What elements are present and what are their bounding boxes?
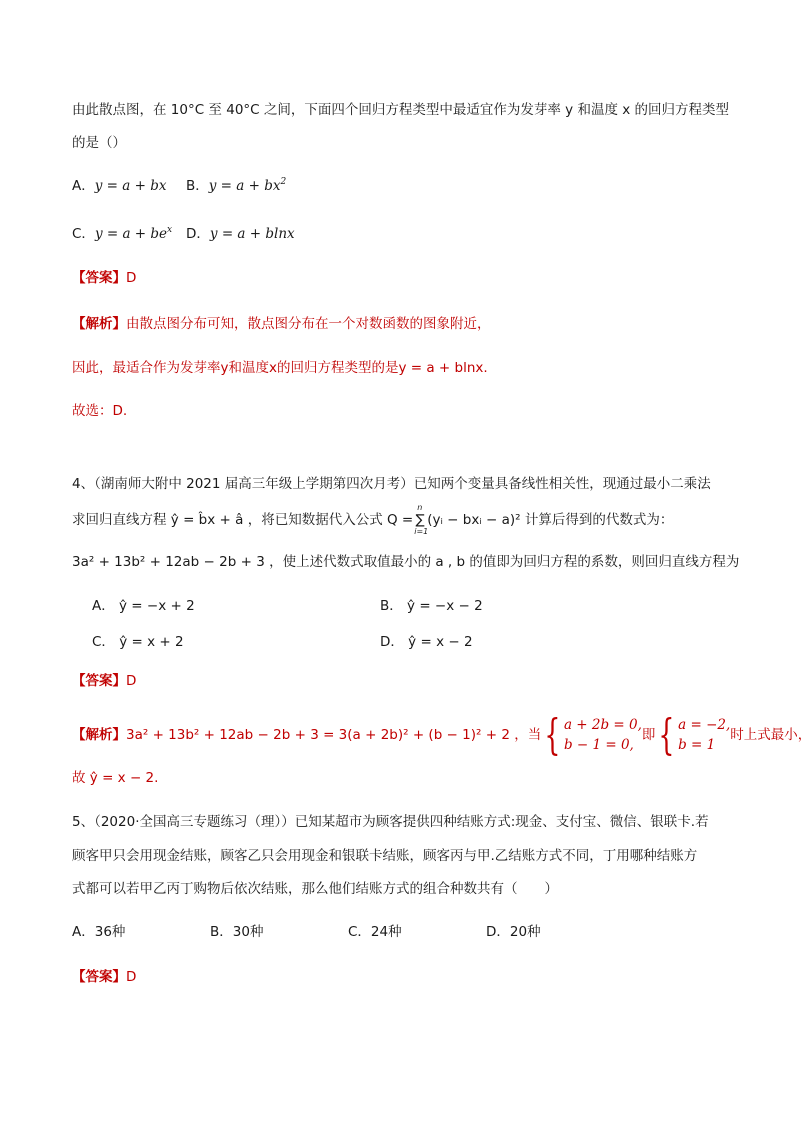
- q3-answer-label: 【答案】: [72, 270, 126, 286]
- q4-option-a[interactable]: A． ŷ = −x + 2: [92, 598, 195, 614]
- q3-analysis-line2: 因此，最适合作为发芽率y和温度x的回归方程类型的是y = a + blnx.: [72, 360, 488, 376]
- q4-system-2: [678, 715, 730, 755]
- q3-option-c-exponent: x: [167, 225, 173, 235]
- q3-answer-value: D: [126, 270, 137, 286]
- q4-stem-line1: 4、（湖南师大附中 2021 届高三年级上学期第四次月考）已知两个变量具备线性相关性，现通过最小二乘法: [72, 476, 711, 492]
- q3-answer: [72, 268, 136, 288]
- q4-analysis-label: 【解析】: [72, 727, 126, 743]
- q3-option-a-expr: y = a + bx: [94, 178, 167, 194]
- q3-option-a[interactable]: [72, 176, 166, 196]
- q4-summation: [413, 503, 429, 536]
- q4-option-c[interactable]: C． ŷ = x + 2: [92, 634, 184, 650]
- q3-analysis-line3: 故选：D.: [72, 403, 128, 419]
- q4-stem-line3: 3a² + 13b² + 12ab − 2b + 3 ，使上述代数式取值最小的 a , b 的值即为回归方程的系数，则回归直线方程为: [72, 554, 740, 570]
- q3-option-c[interactable]: [72, 224, 172, 244]
- q4-system-2-row1: a = −2,: [678, 717, 731, 733]
- q5-option-b[interactable]: B．30种: [210, 924, 264, 940]
- q4-system-1-row2: b − 1 = 0,: [563, 737, 634, 753]
- sum-lower-limit: i=1: [414, 527, 429, 536]
- q5-answer: [72, 967, 136, 987]
- sum-symbol: ∑: [415, 512, 425, 528]
- q3-option-d-letter: D．: [186, 226, 210, 242]
- q4-option-d[interactable]: D． ŷ = x − 2: [380, 634, 473, 650]
- q3-option-d[interactable]: [186, 224, 295, 244]
- q5-stem-line3: 式都可以若甲乙丙丁购物后依次结账，那么他们结账方式的组合种数共有（ ）: [72, 881, 558, 897]
- q3-analysis-label: 【解析】: [72, 316, 126, 332]
- q4-system-1-row1: a + 2b = 0,: [563, 717, 642, 733]
- q3-option-a-letter: A．: [72, 178, 95, 194]
- q4-answer-value: D: [126, 673, 137, 689]
- q5-option-c[interactable]: C．24种: [348, 924, 402, 940]
- left-brace-icon: {: [658, 710, 675, 759]
- q4-system-after: 时上式最小，: [730, 727, 811, 743]
- q3-option-b-letter: B．: [186, 178, 209, 194]
- q3-option-c-expr: y = a + be: [94, 226, 168, 242]
- q4-system-1: [564, 715, 642, 755]
- q3-stem-line1: 由此散点图，在 10°C 至 40°C 之间，下面四个回归方程类型中最适宜作为发芽率 y 和温度 x 的回归方程类型: [72, 102, 730, 118]
- sum-upper-limit: n: [417, 503, 423, 512]
- q3-analysis-line1: 由散点图分布可知，散点图分布在一个对数函数的图象附近，: [126, 316, 491, 332]
- q5-stem-line1: 5、（2020·全国高三专题练习（理））已知某超市为顾客提供四种结账方式:现金、支付宝、微信、银联卡.若: [72, 814, 709, 830]
- q4-stem-line2-a: 求回归直线方程 ŷ = b̂x + â ，将已知数据代入公式 Q =: [72, 512, 414, 528]
- q3-option-b[interactable]: [186, 176, 286, 196]
- q4-conclusion: 故 ŷ = x − 2.: [72, 770, 159, 786]
- q3-option-d-expr: y = a + blnx: [209, 226, 295, 242]
- q5-option-a[interactable]: A．36种: [72, 924, 126, 940]
- q4-analysis-expr: 3a² + 13b² + 12ab − 2b + 3 = 3(a + 2b)² + (b − 1)² + 2 ，当: [126, 727, 542, 743]
- q5-option-d[interactable]: D．20种: [486, 924, 541, 940]
- q4-stem-line2: [72, 503, 674, 536]
- q5-answer-value: D: [126, 969, 137, 985]
- q5-stem-line2: 顾客甲只会用现金结账，顾客乙只会用现金和银联卡结账，顾客丙与甲.乙结账方式不同，丁用哪种结账方: [72, 848, 698, 864]
- q4-system-connector: 即: [641, 727, 656, 743]
- q4-option-b[interactable]: B． ŷ = −x − 2: [380, 598, 483, 614]
- q3-option-b-exponent: 2: [280, 177, 287, 187]
- q3-option-c-letter: C．: [72, 226, 95, 242]
- q5-answer-label: 【答案】: [72, 969, 126, 985]
- q4-answer-label: 【答案】: [72, 673, 126, 689]
- q4-analysis: [72, 710, 811, 759]
- q3-stem-line2: 的是（）: [72, 135, 126, 151]
- left-brace-icon: {: [544, 710, 561, 759]
- q4-system-2-row2: b = 1: [678, 737, 716, 753]
- q4-stem-line2-b: (yᵢ − bxᵢ − a)² 计算后得到的代数式为：: [427, 512, 674, 528]
- q3-option-b-expr: y = a + bx: [208, 178, 281, 194]
- q3-analysis: [72, 314, 491, 334]
- q4-answer: [72, 671, 136, 691]
